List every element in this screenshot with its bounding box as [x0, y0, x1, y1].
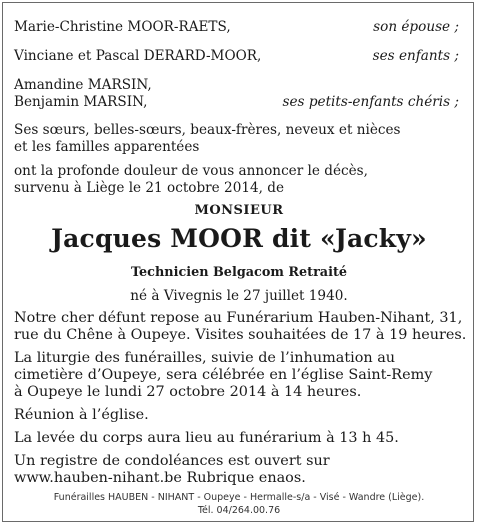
honorific-title: MONSIEUR [194, 203, 284, 218]
funeral-home-footer: Funérailles HAUBEN - NIHANT - Oupeye - Hermalle-s/a - Visé - Wandre (Liège). [53, 492, 425, 503]
spouse-name: Marie-Christine MOOR-RAETS, [14, 19, 231, 35]
grandchild-name-1: Amandine MARSIN, [14, 77, 152, 93]
liturgy-line-3: à Oupeye le lundi 27 octobre 2014 à 14 heures. [14, 384, 362, 400]
announcement-line-1: ont la profonde douleur de vous annoncer le décès, [14, 163, 368, 179]
funeral-home-phone: Tél. 04/264.00.76 [197, 505, 281, 516]
children-relation: ses enfants ; [372, 48, 459, 64]
grandchildren-relation: ses petits-enfants chéris ; [282, 94, 459, 110]
condolences-line-2: www.hauben-nihant.be Rubrique enaos. [14, 470, 306, 486]
spouse-relation: son épouse ; [373, 19, 459, 35]
birth-info: né à Vivegnis le 27 juillet 1940. [130, 288, 348, 304]
liturgy-line-2: cimetière d’Oupeye, sera célébrée en l’église Saint-Remy [14, 367, 433, 383]
liturgy-line-1: La liturgie des funérailles, suivie de l’inhumation au [14, 350, 396, 366]
profession: Technicien Belgacom Retraité [130, 265, 348, 280]
condolences-line-1: Un registre de condoléances est ouvert sur [14, 453, 330, 469]
children-names: Vinciane et Pascal DERARD-MOOR, [14, 48, 262, 64]
deceased-name: Jacques MOOR dit «Jacky» [51, 224, 427, 253]
announcement-line-2: survenu à Liège le 21 octobre 2014, de [14, 180, 285, 196]
departure-info: La levée du corps aura lieu au funérarium à 13 h 45. [14, 430, 399, 446]
siblings-line-2: et les familles apparentées [14, 139, 200, 155]
siblings-line-1: Ses sœurs, belles-sœurs, beaux-frères, neveux et nièces [14, 122, 401, 138]
meeting-info: Réunion à l’église. [14, 407, 149, 423]
obituary-notice [2, 2, 474, 522]
resting-place-line-1: Notre cher défunt repose au Funérarium Hauben-Nihant, 31, [14, 310, 463, 326]
resting-place-line-2: rue du Chêne à Oupeye. Visites souhaitées de 17 à 19 heures. [14, 327, 467, 343]
grandchild-name-2: Benjamin MARSIN, [14, 94, 148, 110]
